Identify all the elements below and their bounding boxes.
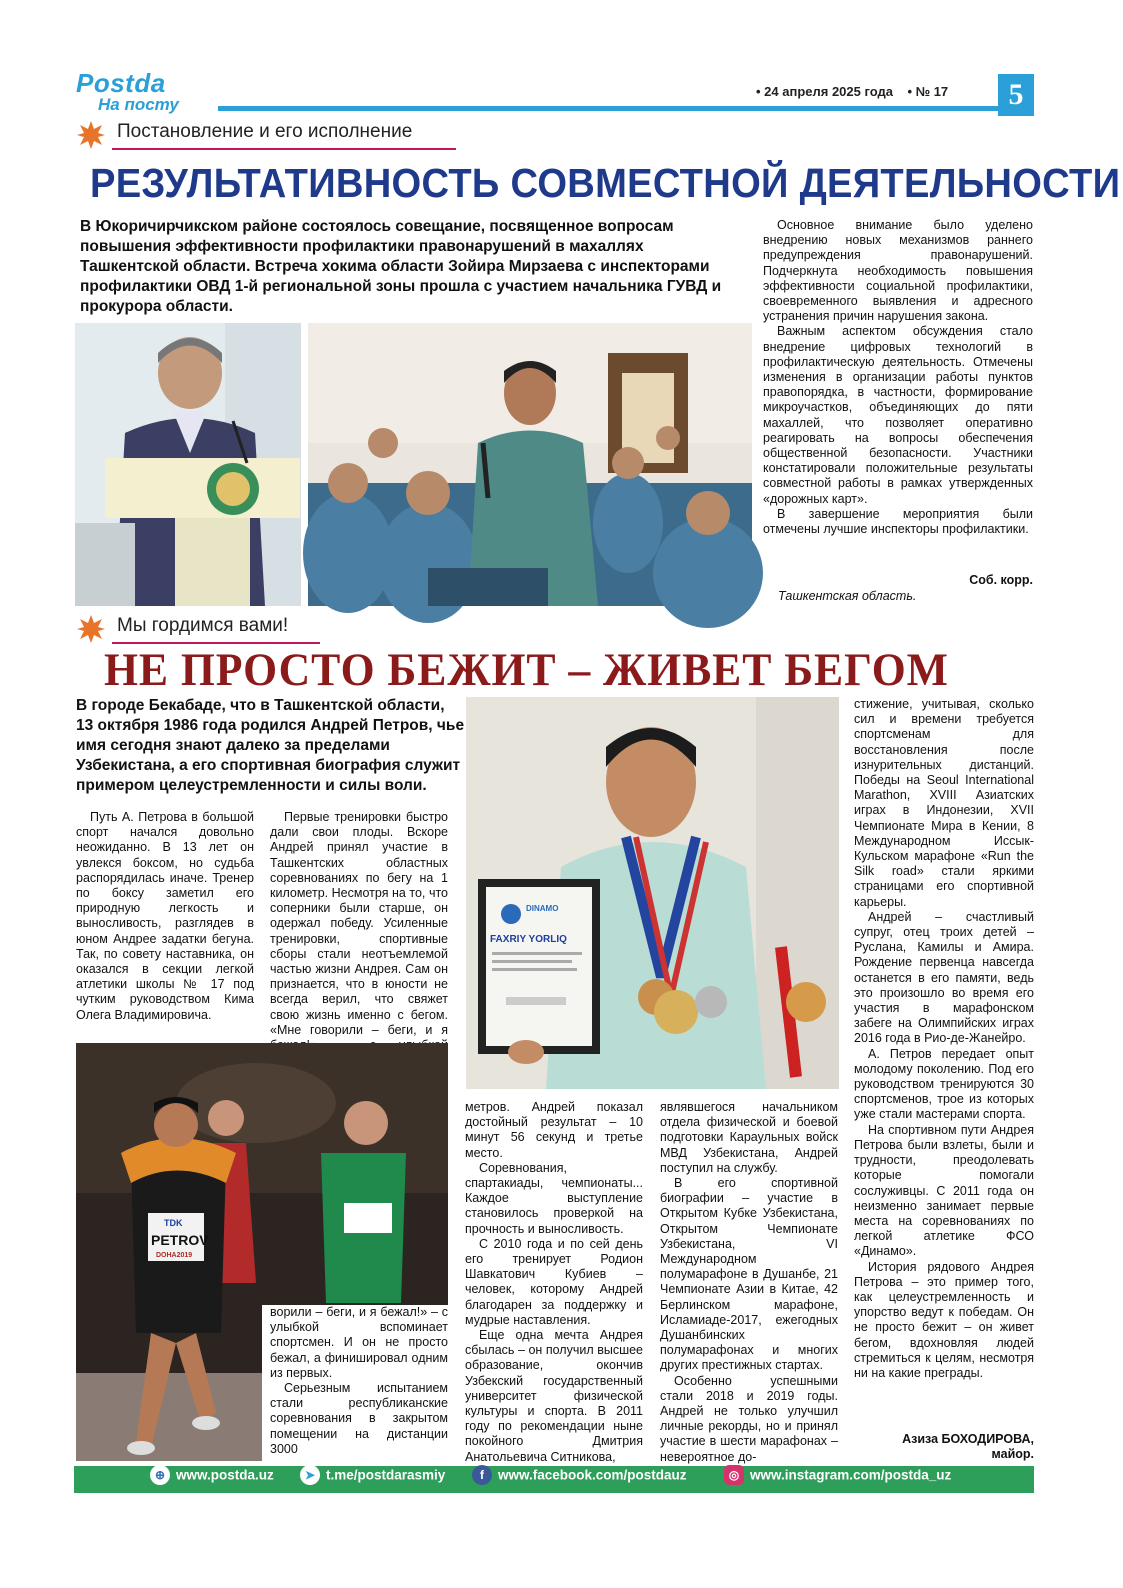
article2-paragraph: С 2010 года и по сей день его тренирует Родион Шавкатович Кубиев – человек, которому Андрей благодарен за поддержку и мудрые наставления. <box>465 1236 643 1327</box>
article2-column-3 <box>465 1100 643 1465</box>
article2-column-5 <box>854 697 1034 1381</box>
bib-event-text: DOHA2019 <box>156 1252 193 1259</box>
article2-column-4 <box>660 1100 838 1465</box>
article2-column-2-cont <box>270 1305 448 1457</box>
footer-instagram-link[interactable]: ◎ www.instagram.com/postda_uz <box>724 1466 951 1493</box>
globe-icon: ⊕ <box>150 1465 170 1485</box>
article2-column-2 <box>270 810 448 1038</box>
rubric-star-icon <box>76 614 106 644</box>
article2-paragraph: являвшегося начальником отдела физической и боевой подготовки Караульных войск МВД Узбекистана, Андрей поступил на службу. <box>660 1100 838 1175</box>
bib-name-text: PETROV <box>151 1232 209 1248</box>
article2-paragraph: Андрей – счастливый супруг, отец троих детей – Руслана, Камилы и Амира. Рождение первенца навсегда останется в его памяти, ведь это произошло во время его участия в марафонском забеге на Олимпийских играх 2016 года в Рио-де-Жанейро. <box>854 909 1034 1046</box>
article2-paragraph: Еще одна мечта Андрея сбылась – он получил высшее образование, окончив Узбекский государственный университет физической культуры и спорта. В 2011 году по рекомендации ныне покойного Дмитрия Анатольевича Ситникова, <box>465 1328 643 1464</box>
article1-place: Ташкентская область. <box>778 589 917 603</box>
footer-telegram-link[interactable]: ➤ t.me/postdarasmiy <box>300 1466 445 1493</box>
photo-petrov-medals <box>466 697 839 1089</box>
article2-paragraph: Особенно успешными стали 2018 и 2019 годы. Андрей не только улучшил личные рекорды, но и принял участие в шести марафонах – невероятное до- <box>660 1373 838 1464</box>
cert-brand-text: DINAMO <box>526 904 559 913</box>
article2-paragraph: В его спортивной биографии – участие в Открытом Кубке Узбекистана, Открытом Чемпионате Узбекистана, VI Международном полумарафоне в Душанбе, 21 Чемпионате Азии в Китае, 42 Берлинском марафоне, Исламиаде-2017, ежегодных Душанбинских полумарафонах и многих других престижных стартах. <box>660 1176 838 1373</box>
article1-paragraph: Основное внимание было уделено внедрению новых механизмов раннего предупреждения правонарушений. Подчеркнута необходимость повышения эффективности социальной профилактики, своевременного выявления и адресного устранения причин нарушения закона. <box>763 218 1033 324</box>
article2-paragraph: стижение, учитывая, сколько сил и времени требуется спортсменам для восстановления после изнурительных дистанций. Победы на Seoul International Marathon, XVIII Азиатских играх в Индонезии, XVII Чемпионате Мира в Кении, 8 Международном Иссык-Кульском марафоне «Run the Silk road» стали яркими страницами его спортивной карьеры. <box>854 697 1034 909</box>
article2-paragraph: На спортивном пути Андрея Петрова были взлеты, были и трудности, преодолевать которые помогали сослуживцы. С 2011 года он неизменно занимает первые места на соревнованиях по легкой атлетике ФСО «Динамо». <box>854 1122 1034 1259</box>
article1-column <box>763 218 1033 537</box>
article1-paragraph: Важным аспектом обсуждения стало внедрение цифровых технологий в профилактическую деятельность. Отмечены изменения в организации работы пунктов правопорядка, в частности, формирование микроучастков, объединяющих до пяти махаллей, что позволяет оперативно реагировать на вопросы обеспечения общественной безопасности. Участники констатировали положительные результаты совместной работы в рамках утвержденных «дорожных карт». <box>763 324 1033 506</box>
logo-na-postu: На посту <box>98 95 179 114</box>
article2-paragraph: Путь А. Петрова в большой спорт начался довольно неожиданно. В 13 лет он увлекся боксом, но судьба распорядилась иначе. Тренер по боксу заметил его природную легкость и выносливость, разглядев в юном Андрее задатки бегуна. Так, по совету наставника, он оказался в секции легкой атлетики школы № 17 под чутким руководством Кима Олега Владимировича. <box>76 810 254 1022</box>
facebook-icon: f <box>472 1465 492 1485</box>
article2-lead: В городе Бекабаде, что в Ташкентской области, 13 октября 1986 года родился Андрей Петров, чье имя сегодня знают далеко за пределами Узбекистана, а его спортивная биография служит примером целеустремленности и силы воли. <box>76 697 465 794</box>
rubric-underline <box>112 148 456 150</box>
author-name: Азиза БОХОДИРОВА, <box>902 1432 1034 1446</box>
header-rule <box>218 106 998 111</box>
author-rank: майор. <box>991 1447 1034 1461</box>
instagram-icon: ◎ <box>724 1465 744 1485</box>
article2-title: НЕ ПРОСТО БЕЖИТ – ЖИВЕТ БЕГОМ <box>104 644 949 696</box>
article2-paragraph: История рядового Андрея Петрова – это пример того, как целеустремленность и упорство ведут к победам. Он не просто бежит – он живет бегом, вдохновляя людей стремиться к целям, несмотря ни на какие преграды. <box>854 1259 1034 1380</box>
issue-meta <box>756 84 948 99</box>
photo-hokim-speech <box>75 323 301 606</box>
cert-title-text: FAXRIY YORLIQ <box>490 934 567 945</box>
rubric-article1: Постановление и его исполнение <box>117 121 413 142</box>
article2-paragraph: Первые тренировки быстро дали свои плоды. Вскоре Андрей принял участие в Ташкентских областных соревнованиях по бегу на 1 километр. Несмотря на то, что соперники были старше, он одержал победу. Усиленные тренировки, спортивные сборы стали неотъемлемой частью жизни Андрея. Сам он признается, что в юности не всегда верил, что свяжет свою жизнь именно с бегом. «Мне говорили – беги, и я <box>270 810 448 1037</box>
rubric-star-icon <box>76 120 106 150</box>
article1-paragraph: В завершение мероприятия были отмечены лучшие инспекторы профилактики. <box>763 506 1033 537</box>
page-number: 5 <box>998 74 1034 116</box>
article1-signature: Соб. корр. <box>969 573 1033 587</box>
rubric-article2: Мы гордимся вами! <box>117 615 289 636</box>
telegram-icon: ➤ <box>300 1465 320 1485</box>
article2-paragraph: метров. Андрей показал достойный результат – 10 минут 56 секунд и третье место. <box>465 1100 643 1160</box>
article1-title: РЕЗУЛЬТАТИВНОСТЬ СОВМЕСТНОЙ ДЕЯТЕЛЬНОСТИ <box>90 160 1121 206</box>
bib-sponsor-text: TDK <box>164 1218 183 1228</box>
article2-paragraph: Серьезным испытанием стали республиканские соревнования в закрытом помещении на дистанции 3000 <box>270 1381 448 1456</box>
footer-facebook-link[interactable]: f www.facebook.com/postdauz <box>472 1466 687 1493</box>
issue-number: • № 17 <box>907 84 949 99</box>
article2-paragraph: Соревнования, спартакиады, чемпионаты... Каждое выступление становилось проверкой на прочность и выносливость. <box>465 1160 643 1236</box>
photo-inspectors-meeting <box>308 323 752 606</box>
logo-postda: Postda <box>76 68 166 98</box>
article2-paragraph: ворили – беги, и я бежал!» – с улыбкой вспоминает спортсмен. И он не просто бежал, а финишировал одним из первых. <box>270 1305 448 1380</box>
article2-paragraph: А. Петров передает опыт молодому поколению. Под его руководством тренируются 30 спортсменов, трое из которых уже стали мастерами спорта. <box>854 1046 1034 1122</box>
article2-column-1 <box>76 810 254 1023</box>
article2-signature <box>834 1432 1034 1462</box>
article1-lead: В Юкоричирчикском районе состоялось совещание, посвященное вопросам повышения эффективности профилактики правонарушений в махаллях Ташкентской области. Встреча хокима области Зойира Мирзаева с инспекторами профилактики ОВД 1-й региональной зоны прошла с участием начальника ГУВД и прокурора области. <box>80 218 722 315</box>
footer-website-link[interactable]: ⊕ www.postda.uz <box>150 1466 274 1493</box>
footer-bar <box>74 1466 1034 1493</box>
issue-date: • 24 апреля 2025 года <box>756 84 893 99</box>
